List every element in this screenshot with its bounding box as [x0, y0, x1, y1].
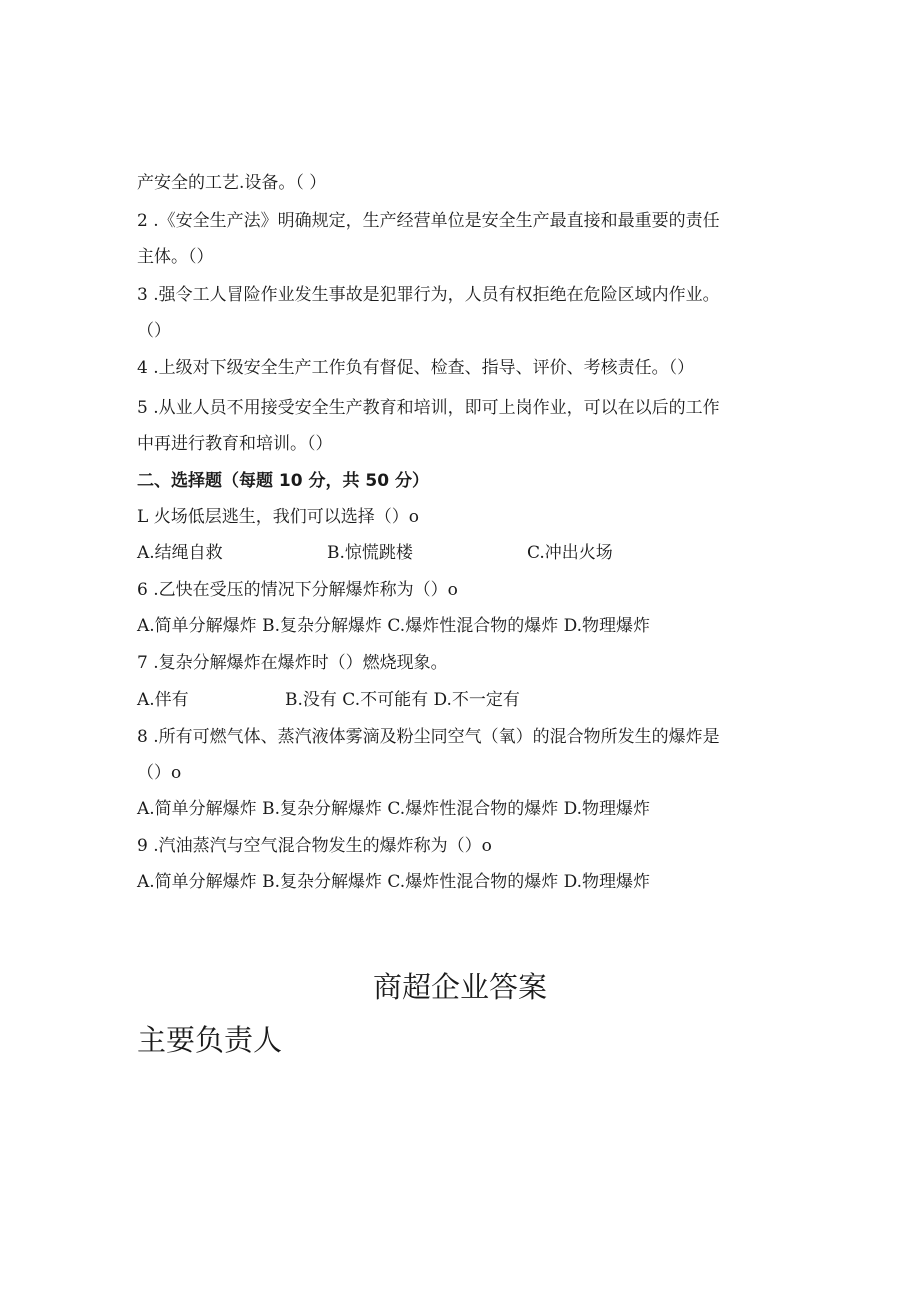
tf-q4: 4 .上级对下级安全生产工作负有督促、检查、指导、评价、考核责任。（）: [137, 358, 695, 378]
choice-q6-options: A.简单分解爆炸 B.复杂分解爆炸 C.爆炸性混合物的爆炸 D.物理爆炸: [137, 616, 651, 636]
option-b: B.惊慌跳楼: [327, 543, 413, 563]
tf-q2-line1: 2 .《安全生产法》明确规定，生产经营单位是安全生产最直接和最重要的责任: [137, 211, 720, 231]
option-c: C.冲出火场: [527, 543, 613, 563]
tf-q3-line2: （）: [137, 321, 171, 341]
choice-q7-options: [137, 689, 520, 711]
option-rest: B.没有 C.不可能有 D.不一定有: [285, 690, 520, 710]
tf-q5-line2: 中再进行教育和培训。（）: [137, 434, 333, 454]
answers-subtitle: 主要负责人: [137, 1023, 283, 1057]
choice-q8-options: A.简单分解爆炸 B.复杂分解爆炸 C.爆炸性混合物的爆炸 D.物理爆炸: [137, 799, 651, 819]
tf-q2-line2: 主体。（）: [137, 247, 214, 267]
tf-q1-continuation: 产安全的工艺.设备。（ ）: [137, 173, 327, 193]
option-a: A.伴有: [137, 690, 189, 710]
choice-q7: 7 .复杂分解爆炸在爆炸时（）燃烧现象。: [137, 653, 448, 673]
choice-q9-options: A.简单分解爆炸 B.复杂分解爆炸 C.爆炸性混合物的爆炸 D.物理爆炸: [137, 872, 651, 892]
answers-title: 商超企业答案: [372, 970, 547, 1004]
choice-q1-options: [137, 542, 613, 564]
choice-q1: L 火场低层逃生，我们可以选择（）o: [137, 507, 419, 527]
choice-q9: 9 .汽油蒸汽与空气混合物发生的爆炸称为（）o: [137, 836, 492, 856]
section-heading-choice: 二、选择题（每题 10 分，共 50 分）: [137, 471, 429, 491]
choice-q8-line2: （）o: [137, 763, 182, 783]
choice-q6: 6 .乙快在受压的情况下分解爆炸称为（）o: [137, 580, 458, 600]
tf-q3-line1: 3 .强令工人冒险作业发生事故是犯罪行为，人员有权拒绝在危险区域内作业。: [137, 285, 720, 305]
tf-q5-line1: 5 .从业人员不用接受安全生产教育和培训，即可上岗作业，可以在以后的工作: [137, 398, 720, 418]
option-a: A.结绳自救: [137, 543, 223, 563]
choice-q8-line1: 8 .所有可燃气体、蒸汽液体雾滴及粉尘同空气（氧）的混合物所发生的爆炸是: [137, 727, 720, 747]
